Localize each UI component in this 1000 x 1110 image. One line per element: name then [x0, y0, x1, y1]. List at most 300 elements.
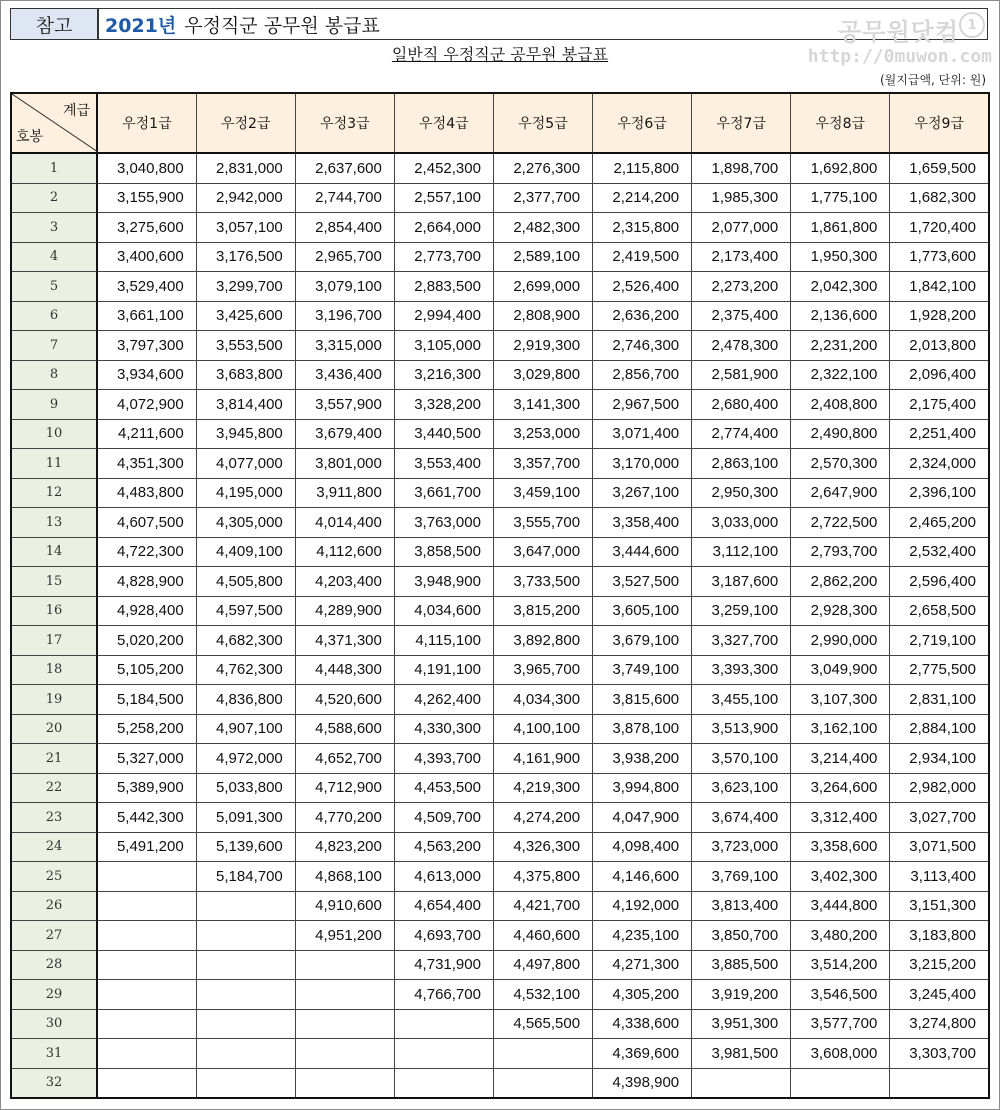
- salary-cell: 3,553,500: [196, 331, 295, 361]
- salary-cell: 3,965,700: [493, 655, 592, 685]
- salary-cell: 5,139,600: [196, 832, 295, 862]
- salary-cell: 4,375,800: [493, 862, 592, 892]
- salary-cell: 3,259,100: [692, 596, 791, 626]
- salary-cell: 2,115,800: [593, 153, 692, 183]
- table-row: [11, 685, 989, 715]
- salary-cell: 4,654,400: [394, 891, 493, 921]
- salary-cell: 3,815,200: [493, 596, 592, 626]
- step-cell: 25: [11, 862, 97, 892]
- salary-cell: 3,151,300: [890, 891, 989, 921]
- salary-cell: 3,885,500: [692, 950, 791, 980]
- salary-cell: 3,815,600: [593, 685, 692, 715]
- salary-cell: 4,271,300: [593, 950, 692, 980]
- salary-cell: 2,452,300: [394, 153, 493, 183]
- salary-cell: 4,770,200: [295, 803, 394, 833]
- salary-cell: 3,623,100: [692, 773, 791, 803]
- salary-cell: 4,565,500: [493, 1009, 592, 1039]
- salary-cell: 3,951,300: [692, 1009, 791, 1039]
- salary-cell: 4,398,900: [593, 1068, 692, 1098]
- step-cell: 9: [11, 390, 97, 420]
- salary-cell: [394, 1068, 493, 1098]
- salary-cell: 4,597,500: [196, 596, 295, 626]
- salary-cell: 4,211,600: [97, 419, 196, 449]
- table-row: [11, 862, 989, 892]
- table-row: [11, 449, 989, 479]
- salary-cell: 3,328,200: [394, 390, 493, 420]
- salary-cell: 3,315,000: [295, 331, 394, 361]
- table-row: [11, 921, 989, 951]
- salary-cell: 4,305,000: [196, 508, 295, 538]
- salary-cell: 2,136,600: [791, 301, 890, 331]
- salary-cell: 2,557,100: [394, 183, 493, 213]
- grade-header: 우정1급: [97, 93, 196, 153]
- table-row: [11, 567, 989, 597]
- step-cell: 20: [11, 714, 97, 744]
- salary-cell: [493, 1039, 592, 1069]
- salary-cell: 5,033,800: [196, 773, 295, 803]
- salary-cell: 3,769,100: [692, 862, 791, 892]
- salary-cell: 3,733,500: [493, 567, 592, 597]
- salary-cell: 4,112,600: [295, 537, 394, 567]
- salary-cell: 3,027,700: [890, 803, 989, 833]
- salary-cell: 2,744,700: [295, 183, 394, 213]
- salary-cell: 2,315,800: [593, 213, 692, 243]
- salary-cell: 4,034,300: [493, 685, 592, 715]
- salary-cell: 3,141,300: [493, 390, 592, 420]
- table-row: [11, 419, 989, 449]
- salary-cell: 2,589,100: [493, 242, 592, 272]
- step-cell: 2: [11, 183, 97, 213]
- pay-table: [10, 92, 990, 1099]
- salary-cell: 4,972,000: [196, 744, 295, 774]
- step-cell: 16: [11, 596, 97, 626]
- salary-cell: [295, 1039, 394, 1069]
- salary-cell: 2,175,400: [890, 390, 989, 420]
- salary-cell: [97, 1039, 196, 1069]
- step-cell: 6: [11, 301, 97, 331]
- salary-cell: 1,682,300: [890, 183, 989, 213]
- salary-cell: 3,033,000: [692, 508, 791, 538]
- salary-cell: 2,808,900: [493, 301, 592, 331]
- salary-cell: 5,091,300: [196, 803, 295, 833]
- salary-cell: 4,652,700: [295, 744, 394, 774]
- salary-cell: [97, 891, 196, 921]
- salary-cell: 2,324,000: [890, 449, 989, 479]
- salary-cell: 2,581,900: [692, 360, 791, 390]
- salary-cell: 3,400,600: [97, 242, 196, 272]
- salary-cell: 3,357,700: [493, 449, 592, 479]
- salary-cell: 3,040,800: [97, 153, 196, 183]
- salary-cell: 3,112,100: [692, 537, 791, 567]
- salary-cell: 3,763,000: [394, 508, 493, 538]
- salary-cell: 2,942,000: [196, 183, 295, 213]
- salary-cell: 2,883,500: [394, 272, 493, 302]
- salary-cell: 3,176,500: [196, 242, 295, 272]
- salary-cell: 4,766,700: [394, 980, 493, 1010]
- step-cell: 22: [11, 773, 97, 803]
- salary-cell: 3,911,800: [295, 478, 394, 508]
- step-cell: 23: [11, 803, 97, 833]
- salary-cell: 3,444,800: [791, 891, 890, 921]
- document-header: [10, 8, 988, 46]
- salary-cell: 1,775,100: [791, 183, 890, 213]
- salary-cell: 2,854,400: [295, 213, 394, 243]
- salary-cell: 3,393,300: [692, 655, 791, 685]
- salary-cell: 2,396,100: [890, 478, 989, 508]
- salary-cell: 3,216,300: [394, 360, 493, 390]
- salary-cell: 2,013,800: [890, 331, 989, 361]
- salary-cell: 2,775,500: [890, 655, 989, 685]
- grade-header: 우정3급: [295, 93, 394, 153]
- salary-cell: 4,762,300: [196, 655, 295, 685]
- salary-cell: 3,994,800: [593, 773, 692, 803]
- brand-badge-icon: 1: [959, 12, 985, 38]
- salary-cell: 1,659,500: [890, 153, 989, 183]
- salary-cell: 3,264,600: [791, 773, 890, 803]
- salary-cell: 3,553,400: [394, 449, 493, 479]
- table-row: [11, 272, 989, 302]
- salary-cell: 4,722,300: [97, 537, 196, 567]
- salary-cell: 5,389,900: [97, 773, 196, 803]
- url-watermark: http://0muwon.com: [807, 46, 992, 67]
- salary-cell: 4,219,300: [493, 773, 592, 803]
- table-row: [11, 213, 989, 243]
- salary-cell: 4,072,900: [97, 390, 196, 420]
- salary-cell: 4,305,200: [593, 980, 692, 1010]
- salary-cell: 3,444,600: [593, 537, 692, 567]
- salary-cell: 2,526,400: [593, 272, 692, 302]
- step-cell: 19: [11, 685, 97, 715]
- salary-cell: 3,683,800: [196, 360, 295, 390]
- salary-cell: 3,674,400: [692, 803, 791, 833]
- salary-cell: [97, 921, 196, 951]
- step-cell: 8: [11, 360, 97, 390]
- salary-cell: 1,950,300: [791, 242, 890, 272]
- salary-cell: 4,235,100: [593, 921, 692, 951]
- salary-cell: 3,938,200: [593, 744, 692, 774]
- salary-cell: 3,850,700: [692, 921, 791, 951]
- salary-cell: 4,409,100: [196, 537, 295, 567]
- salary-cell: 4,369,600: [593, 1039, 692, 1069]
- salary-cell: [196, 891, 295, 921]
- salary-cell: 3,253,000: [493, 419, 592, 449]
- salary-cell: 3,170,000: [593, 449, 692, 479]
- salary-cell: 5,491,200: [97, 832, 196, 862]
- salary-cell: 3,661,100: [97, 301, 196, 331]
- salary-cell: 2,251,400: [890, 419, 989, 449]
- grade-header: 우정8급: [791, 93, 890, 153]
- salary-cell: 4,509,700: [394, 803, 493, 833]
- salary-cell: [97, 862, 196, 892]
- grade-header: 우정2급: [196, 93, 295, 153]
- title-text: 우정직군 공무원 봉급표: [184, 14, 380, 37]
- step-cell: 1: [11, 153, 97, 183]
- salary-cell: 3,057,100: [196, 213, 295, 243]
- step-cell: 15: [11, 567, 97, 597]
- salary-cell: [791, 1068, 890, 1098]
- table-row: [11, 537, 989, 567]
- salary-cell: 3,801,000: [295, 449, 394, 479]
- salary-cell: 3,647,000: [493, 537, 592, 567]
- salary-cell: 3,436,400: [295, 360, 394, 390]
- salary-cell: 4,928,400: [97, 596, 196, 626]
- salary-cell: 3,919,200: [692, 980, 791, 1010]
- salary-cell: 4,161,900: [493, 744, 592, 774]
- salary-cell: 4,828,900: [97, 567, 196, 597]
- salary-cell: 2,884,100: [890, 714, 989, 744]
- salary-cell: 3,529,400: [97, 272, 196, 302]
- salary-cell: 1,898,700: [692, 153, 791, 183]
- salary-cell: 5,442,300: [97, 803, 196, 833]
- step-cell: 13: [11, 508, 97, 538]
- table-row: [11, 832, 989, 862]
- salary-cell: 3,214,400: [791, 744, 890, 774]
- step-cell: 7: [11, 331, 97, 361]
- reference-tag: 참고: [11, 9, 99, 39]
- salary-cell: 4,823,200: [295, 832, 394, 862]
- salary-cell: 3,814,400: [196, 390, 295, 420]
- salary-cell: 4,195,000: [196, 478, 295, 508]
- salary-cell: 3,267,100: [593, 478, 692, 508]
- salary-cell: 4,682,300: [196, 626, 295, 656]
- salary-cell: 2,950,300: [692, 478, 791, 508]
- salary-cell: 2,658,500: [890, 596, 989, 626]
- salary-cell: 2,636,200: [593, 301, 692, 331]
- unit-note: (월지급액, 단위: 원): [880, 73, 986, 87]
- salary-cell: [692, 1068, 791, 1098]
- salary-cell: 2,490,800: [791, 419, 890, 449]
- salary-cell: [196, 1068, 295, 1098]
- table-row: [11, 803, 989, 833]
- salary-cell: 4,483,800: [97, 478, 196, 508]
- salary-cell: 2,322,100: [791, 360, 890, 390]
- salary-cell: 2,231,200: [791, 331, 890, 361]
- salary-cell: 3,570,100: [692, 744, 791, 774]
- grade-header: 우정5급: [493, 93, 592, 153]
- salary-cell: [394, 1009, 493, 1039]
- salary-cell: 2,465,200: [890, 508, 989, 538]
- document-title: [99, 9, 380, 39]
- salary-cell: 3,858,500: [394, 537, 493, 567]
- salary-cell: 2,831,000: [196, 153, 295, 183]
- salary-cell: 2,478,300: [692, 331, 791, 361]
- corner-step-label: 호봉: [16, 129, 44, 145]
- salary-cell: 2,994,400: [394, 301, 493, 331]
- salary-cell: 3,513,900: [692, 714, 791, 744]
- salary-cell: 2,982,000: [890, 773, 989, 803]
- salary-cell: 4,588,600: [295, 714, 394, 744]
- salary-cell: [196, 950, 295, 980]
- salary-cell: 2,042,300: [791, 272, 890, 302]
- salary-cell: 4,868,100: [295, 862, 394, 892]
- salary-cell: 3,557,900: [295, 390, 394, 420]
- grade-header: 우정7급: [692, 93, 791, 153]
- salary-cell: 4,448,300: [295, 655, 394, 685]
- salary-cell: 2,596,400: [890, 567, 989, 597]
- salary-cell: 3,425,600: [196, 301, 295, 331]
- salary-cell: 2,276,300: [493, 153, 592, 183]
- salary-cell: 3,155,900: [97, 183, 196, 213]
- salary-cell: [97, 950, 196, 980]
- salary-cell: 2,856,700: [593, 360, 692, 390]
- salary-cell: [196, 980, 295, 1010]
- salary-cell: [295, 980, 394, 1010]
- step-cell: 31: [11, 1039, 97, 1069]
- salary-cell: 4,460,600: [493, 921, 592, 951]
- salary-cell: 4,532,100: [493, 980, 592, 1010]
- salary-cell: 3,661,700: [394, 478, 493, 508]
- table-row: [11, 1068, 989, 1098]
- salary-cell: 3,480,200: [791, 921, 890, 951]
- salary-cell: [890, 1068, 989, 1098]
- salary-cell: 2,722,500: [791, 508, 890, 538]
- brand-watermark: 공무원닷컴: [838, 18, 959, 46]
- salary-cell: 3,527,500: [593, 567, 692, 597]
- table-row: [11, 891, 989, 921]
- salary-cell: 4,262,400: [394, 685, 493, 715]
- salary-cell: 3,797,300: [97, 331, 196, 361]
- salary-cell: [295, 1009, 394, 1039]
- salary-cell: 3,029,800: [493, 360, 592, 390]
- salary-cell: 3,608,000: [791, 1039, 890, 1069]
- salary-cell: 3,577,700: [791, 1009, 890, 1039]
- table-body: [11, 153, 989, 1098]
- salary-cell: 2,746,300: [593, 331, 692, 361]
- table-row: [11, 1039, 989, 1069]
- salary-cell: 4,338,600: [593, 1009, 692, 1039]
- salary-cell: 4,393,700: [394, 744, 493, 774]
- salary-cell: 4,910,600: [295, 891, 394, 921]
- salary-cell: 4,453,500: [394, 773, 493, 803]
- table-row: [11, 626, 989, 656]
- salary-cell: 4,421,700: [493, 891, 592, 921]
- salary-cell: 3,079,100: [295, 272, 394, 302]
- salary-cell: [196, 921, 295, 951]
- grade-header: 우정9급: [890, 93, 989, 153]
- salary-cell: 2,793,700: [791, 537, 890, 567]
- salary-cell: 4,731,900: [394, 950, 493, 980]
- salary-cell: 3,455,100: [692, 685, 791, 715]
- salary-cell: 4,192,000: [593, 891, 692, 921]
- step-cell: 17: [11, 626, 97, 656]
- step-cell: 26: [11, 891, 97, 921]
- salary-cell: 4,693,700: [394, 921, 493, 951]
- corner-grade-label: 계급: [63, 103, 91, 119]
- salary-cell: 3,162,100: [791, 714, 890, 744]
- salary-cell: 3,196,700: [295, 301, 394, 331]
- salary-cell: 4,047,900: [593, 803, 692, 833]
- salary-cell: 4,098,400: [593, 832, 692, 862]
- salary-cell: 3,187,600: [692, 567, 791, 597]
- salary-cell: [196, 1009, 295, 1039]
- salary-cell: 2,173,400: [692, 242, 791, 272]
- salary-cell: 4,563,200: [394, 832, 493, 862]
- salary-cell: 2,419,500: [593, 242, 692, 272]
- table-corner-cell: [11, 93, 97, 153]
- step-cell: 10: [11, 419, 97, 449]
- salary-cell: 3,299,700: [196, 272, 295, 302]
- salary-cell: 2,862,200: [791, 567, 890, 597]
- salary-cell: 4,034,600: [394, 596, 493, 626]
- salary-cell: 3,892,800: [493, 626, 592, 656]
- salary-cell: 4,607,500: [97, 508, 196, 538]
- salary-cell: 2,214,200: [593, 183, 692, 213]
- salary-cell: 3,546,500: [791, 980, 890, 1010]
- salary-cell: [97, 1068, 196, 1098]
- salary-cell: 3,245,400: [890, 980, 989, 1010]
- salary-cell: 3,105,000: [394, 331, 493, 361]
- salary-cell: 2,831,100: [890, 685, 989, 715]
- step-cell: 32: [11, 1068, 97, 1098]
- table-row: [11, 360, 989, 390]
- salary-cell: 4,203,400: [295, 567, 394, 597]
- salary-cell: 2,377,700: [493, 183, 592, 213]
- salary-cell: 3,358,400: [593, 508, 692, 538]
- salary-cell: 2,919,300: [493, 331, 592, 361]
- salary-cell: 4,326,300: [493, 832, 592, 862]
- salary-cell: 4,274,200: [493, 803, 592, 833]
- salary-cell: 2,990,000: [791, 626, 890, 656]
- step-cell: 30: [11, 1009, 97, 1039]
- salary-cell: 3,679,400: [295, 419, 394, 449]
- step-cell: 21: [11, 744, 97, 774]
- salary-cell: [97, 980, 196, 1010]
- salary-cell: 3,402,300: [791, 862, 890, 892]
- salary-cell: 2,680,400: [692, 390, 791, 420]
- salary-cell: 2,965,700: [295, 242, 394, 272]
- salary-cell: 4,014,400: [295, 508, 394, 538]
- salary-cell: 1,861,800: [791, 213, 890, 243]
- salary-cell: 4,191,100: [394, 655, 493, 685]
- step-cell: 27: [11, 921, 97, 951]
- salary-cell: 4,351,300: [97, 449, 196, 479]
- table-row: [11, 508, 989, 538]
- salary-cell: 3,981,500: [692, 1039, 791, 1069]
- table-row: [11, 331, 989, 361]
- title-year: 2021년: [105, 14, 177, 37]
- salary-cell: 4,077,000: [196, 449, 295, 479]
- salary-cell: 3,878,100: [593, 714, 692, 744]
- table-row: [11, 301, 989, 331]
- step-cell: 18: [11, 655, 97, 685]
- salary-cell: 5,184,700: [196, 862, 295, 892]
- salary-cell: 1,985,300: [692, 183, 791, 213]
- salary-cell: 4,146,600: [593, 862, 692, 892]
- salary-cell: 4,100,100: [493, 714, 592, 744]
- salary-cell: 4,836,800: [196, 685, 295, 715]
- grade-header: 우정4급: [394, 93, 493, 153]
- salary-cell: 2,934,100: [890, 744, 989, 774]
- table-row: [11, 596, 989, 626]
- salary-cell: 4,289,900: [295, 596, 394, 626]
- salary-cell: 3,183,800: [890, 921, 989, 951]
- salary-cell: 4,520,600: [295, 685, 394, 715]
- salary-cell: 2,375,400: [692, 301, 791, 331]
- step-cell: 4: [11, 242, 97, 272]
- table-row: [11, 183, 989, 213]
- salary-cell: 5,258,200: [97, 714, 196, 744]
- table-row: [11, 950, 989, 980]
- salary-cell: 2,773,700: [394, 242, 493, 272]
- salary-cell: 3,555,700: [493, 508, 592, 538]
- salary-cell: 4,505,800: [196, 567, 295, 597]
- salary-cell: 3,605,100: [593, 596, 692, 626]
- step-cell: 14: [11, 537, 97, 567]
- salary-cell: 4,330,300: [394, 714, 493, 744]
- step-cell: 3: [11, 213, 97, 243]
- salary-cell: 4,907,100: [196, 714, 295, 744]
- salary-cell: 3,459,100: [493, 478, 592, 508]
